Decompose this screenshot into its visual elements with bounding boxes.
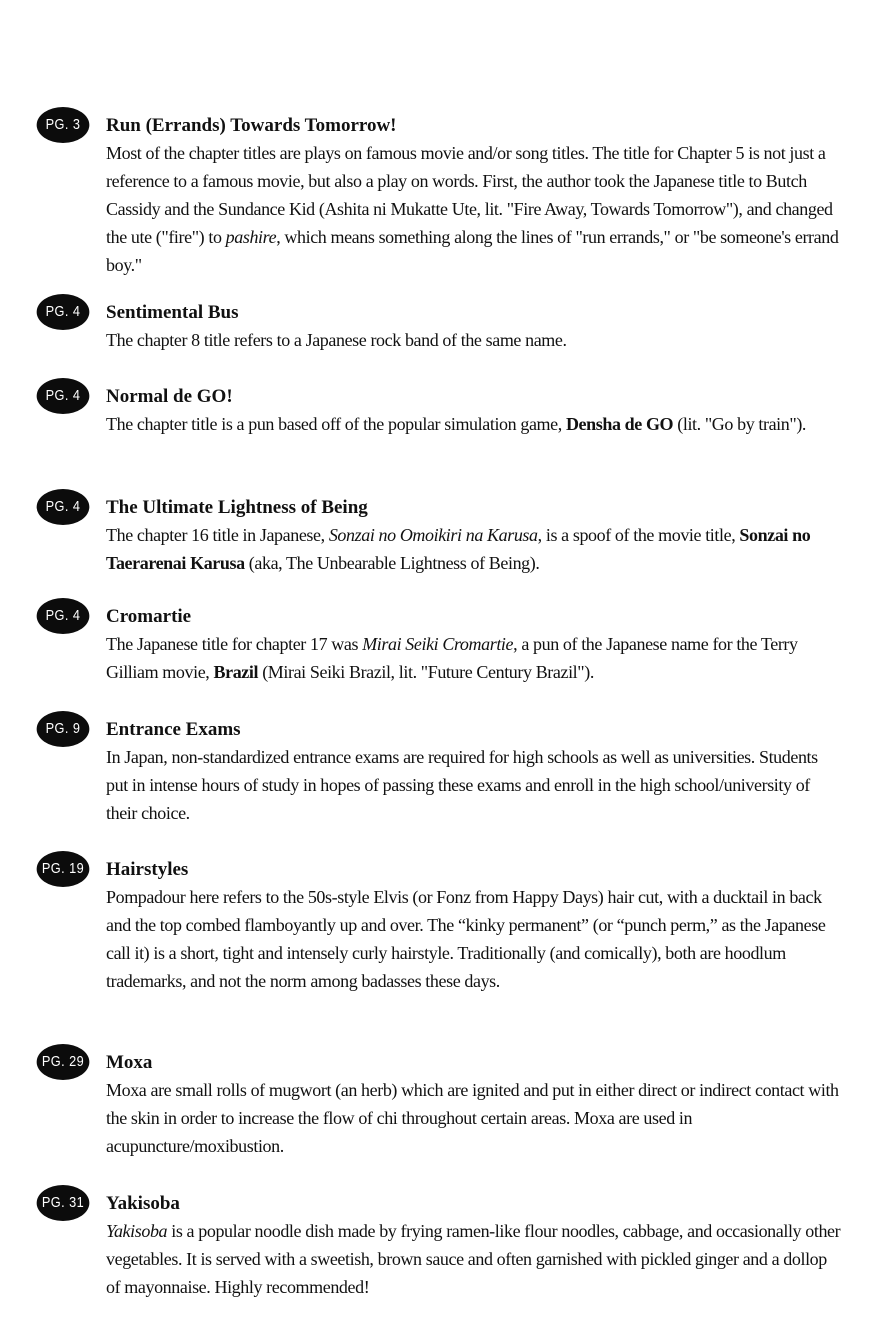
note-yakisoba: [32, 1185, 842, 1301]
italic-term: pashire: [225, 227, 277, 247]
page-badge: PG. 3: [37, 107, 90, 143]
note-sentimental-bus: [32, 294, 842, 354]
note-title: Sentimental Bus: [106, 302, 239, 323]
note-text: The chapter 8 title refers to a Japanese rock band of the same name.: [106, 330, 567, 350]
note-run-errands: [32, 107, 842, 279]
note-title: Hairstyles: [106, 859, 189, 880]
note-text: The chapter title is a pun based off of the popular simulation game, Densha de GO (lit. "Go by train").: [106, 414, 807, 434]
note-text: The Japanese title for chapter 17 was Mirai Seiki Cromartie, a pun of the Japanese name for the Terry Gilliam movie, Brazil (Mirai Seiki Brazil, lit. "Future Century Brazil").: [106, 634, 798, 682]
page-badge: PG. 29: [37, 1044, 90, 1080]
note-text: In Japan, non-standardized entrance exams are required for high schools as well as universities. Students put in intense hours of study in hopes of passing these exams and enroll in the high school/university of their choice.: [106, 747, 818, 823]
note-ultimate-lightness: [32, 489, 842, 577]
note-body: [106, 107, 842, 279]
page-badge: PG. 4: [37, 378, 90, 414]
page-badge: PG. 4: [37, 598, 90, 634]
note-normal-de-go: [32, 378, 842, 438]
page-badge: PG. 4: [37, 489, 90, 525]
note-title: Run (Errands) Towards Tomorrow!: [106, 115, 397, 136]
italic-term: Sonzai no Omoikiri na Karusa: [328, 525, 538, 545]
bold-title-reference: Sonzai no Taerarenai Karusa: [106, 525, 811, 573]
note-title: The Ultimate Lightness of Being: [106, 497, 368, 518]
page-badge: PG. 31: [37, 1185, 90, 1221]
bold-title-reference: Brazil: [213, 662, 259, 682]
note-title: Entrance Exams: [106, 719, 241, 740]
note-hairstyles: [32, 851, 842, 995]
note-entrance-exams: [32, 711, 842, 827]
note-body: [106, 378, 842, 438]
note-body: [106, 1185, 842, 1301]
note-body: [106, 294, 842, 354]
note-text: The chapter 16 title in Japanese, Sonzai no Omoikiri na Karusa, is a spoof of the movie title, Sonzai no Taerarenai Karusa (aka, The Unbearable Lightness of Being).: [106, 525, 811, 573]
italic-term: Mirai Seiki Cromartie: [362, 634, 514, 654]
note-title: Cromartie: [106, 606, 192, 627]
page-badge: PG. 19: [37, 851, 90, 887]
note-title: Normal de GO!: [106, 386, 233, 407]
note-title: Yakisoba: [106, 1193, 180, 1214]
note-body: [106, 489, 842, 577]
note-body: [106, 598, 842, 686]
italic-term: Yakisoba: [106, 1221, 168, 1241]
page-badge: PG. 9: [37, 711, 90, 747]
note-text: Most of the chapter titles are plays on famous movie and/or song titles. The title for Chapter 5 is not just a reference to a famous movie, but also a play on words. First, the author took the Japanese title to Butch Cassidy and the Sundance Kid (Ashita ni Mukatte Ute, lit. "Fire Away, Towards Tomorrow"), and changed the ute ("fire") to pashire, which means something along the lines of "run errands," or "be someone's errand boy.": [106, 143, 839, 275]
note-cromartie: [32, 598, 842, 686]
note-text: Yakisoba is a popular noodle dish made by frying ramen-like flour noodles, cabbage, and occasionally other vegetables. It is served with a sweetish, brown sauce and often garnished with pickled ginger and a dollop of mayonnaise. Highly recommended!: [106, 1221, 841, 1297]
note-body: [106, 1044, 842, 1160]
note-moxa: [32, 1044, 842, 1160]
note-title: Moxa: [106, 1052, 153, 1073]
note-text: Pompadour here refers to the 50s-style Elvis (or Fonz from Happy Days) hair cut, with a ducktail in back and the top combed flamboyantly up and over. The “kinky permanent” (or “punch perm,” as the Japanese call it) is a short, tight and intensely curly hairstyle. Traditionally (and comically), both are hoodlum trademarks, and not the norm among badasses these days.: [106, 887, 826, 991]
note-text: Moxa are small rolls of mugwort (an herb) which are ignited and put in either direct or indirect contact with the skin in order to increase the flow of chi throughout certain areas. Moxa are used in acupuncture/moxibustion.: [106, 1080, 839, 1156]
bold-title-reference: Densha de GO: [565, 414, 674, 434]
note-body: [106, 851, 842, 995]
note-body: [106, 711, 842, 827]
page-badge: PG. 4: [37, 294, 90, 330]
